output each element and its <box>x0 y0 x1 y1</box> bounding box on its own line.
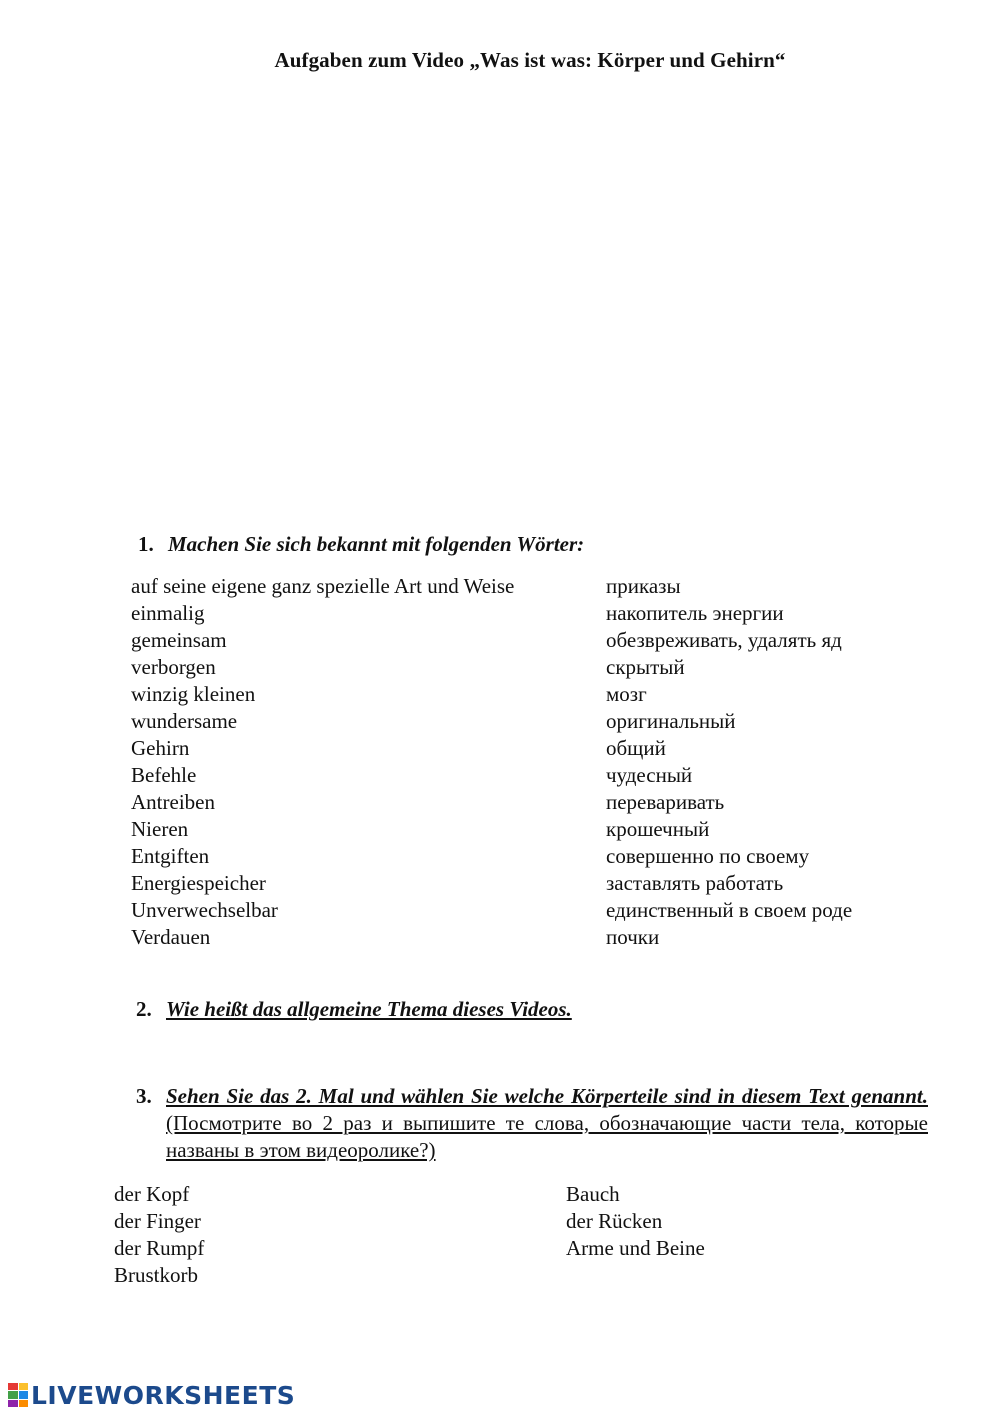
vocab-russian-item: крошечный <box>606 817 710 841</box>
logo-square <box>19 1391 29 1398</box>
vocab-russian-item: мозг <box>606 682 647 706</box>
body-part-item: Arme und Beine <box>566 1236 705 1260</box>
task2-heading <box>136 997 572 1022</box>
body-part-item: der Rücken <box>566 1209 663 1233</box>
vocab-german-item: Energiespeicher <box>131 871 266 895</box>
vocab-russian-item: приказы <box>606 574 681 598</box>
task3-heading <box>136 1083 928 1164</box>
body-parts-left-list <box>114 1181 204 1289</box>
vocab-russian-item: заставлять работать <box>606 871 784 895</box>
logo-square <box>8 1383 18 1390</box>
vocab-german-item: Unverwechselbar <box>131 898 278 922</box>
vocab-german-item: Nieren <box>131 817 189 841</box>
body-parts-right-list <box>566 1181 705 1262</box>
vocab-russian-item: обезвреживать, удалять яд <box>606 628 842 652</box>
task3-number: 3. <box>136 1084 152 1108</box>
vocab-german-item: verborgen <box>131 655 216 679</box>
task1-heading <box>138 532 584 557</box>
task1-number: 1. <box>138 532 154 556</box>
task2-number: 2. <box>136 997 152 1021</box>
vocab-german-item: einmalig <box>131 601 205 625</box>
task2-heading-text: Wie heißt das allgemeine Thema dieses Videos. <box>166 997 572 1021</box>
vocab-german-item: wundersame <box>131 709 238 733</box>
vocab-russian-item: общий <box>606 736 666 760</box>
liveworksheets-logo-icon <box>8 1383 28 1407</box>
logo-square <box>8 1391 18 1398</box>
logo-square <box>19 1383 29 1390</box>
body-part-item: Bauch <box>566 1182 620 1206</box>
vocab-russian-item: чудесный <box>606 763 693 787</box>
logo-text: LIVEWORKSHEETS <box>31 1380 296 1410</box>
vocab-russian-item: оригинальный <box>606 709 736 733</box>
vocab-russian-item: скрытый <box>606 655 685 679</box>
vocab-russian-item: переваривать <box>606 790 725 814</box>
vocab-german-list <box>131 573 514 951</box>
vocab-german-item: auf seine eigene ganz spezielle Art und Weise <box>131 574 515 598</box>
logo-square <box>19 1400 29 1407</box>
vocab-german-item: Gehirn <box>131 736 190 760</box>
body-part-item: der Rumpf <box>114 1236 205 1260</box>
body-part-item: der Kopf <box>114 1182 190 1206</box>
task1-heading-text: Machen Sie sich bekannt mit folgenden Wörter: <box>168 532 585 556</box>
liveworksheets-logo[interactable] <box>8 1381 295 1409</box>
vocab-german-item: winzig kleinen <box>131 682 256 706</box>
vocab-russian-item: совершенно по своему <box>606 844 810 868</box>
body-part-item: der Finger <box>114 1209 201 1233</box>
body-part-item: Brustkorb <box>114 1263 198 1287</box>
vocab-russian-list <box>606 573 852 951</box>
task3-heading-russian: (Посмотрите во 2 раз и выпишите те слова, обозначающие части тела, которые названы в этом видеоролике?) <box>166 1111 928 1162</box>
vocab-german-item: Antreiben <box>131 790 215 814</box>
vocab-german-item: gemeinsam <box>131 628 227 652</box>
vocab-german-item: Verdauen <box>131 925 211 949</box>
page-title: Aufgaben zum Video „Was ist was: Körper und Gehirn“ <box>274 48 786 72</box>
vocab-russian-item: почки <box>606 925 660 949</box>
vocab-russian-item: накопитель энергии <box>606 601 784 625</box>
vocab-german-item: Entgiften <box>131 844 210 868</box>
vocab-russian-item: единственный в своем роде <box>606 898 853 922</box>
task3-heading-german: Sehen Sie das 2. Mal und wählen Sie welche Körperteile sind in diesem Text genannt. <box>166 1084 928 1108</box>
logo-square <box>8 1400 18 1407</box>
vocab-german-item: Befehle <box>131 763 197 787</box>
